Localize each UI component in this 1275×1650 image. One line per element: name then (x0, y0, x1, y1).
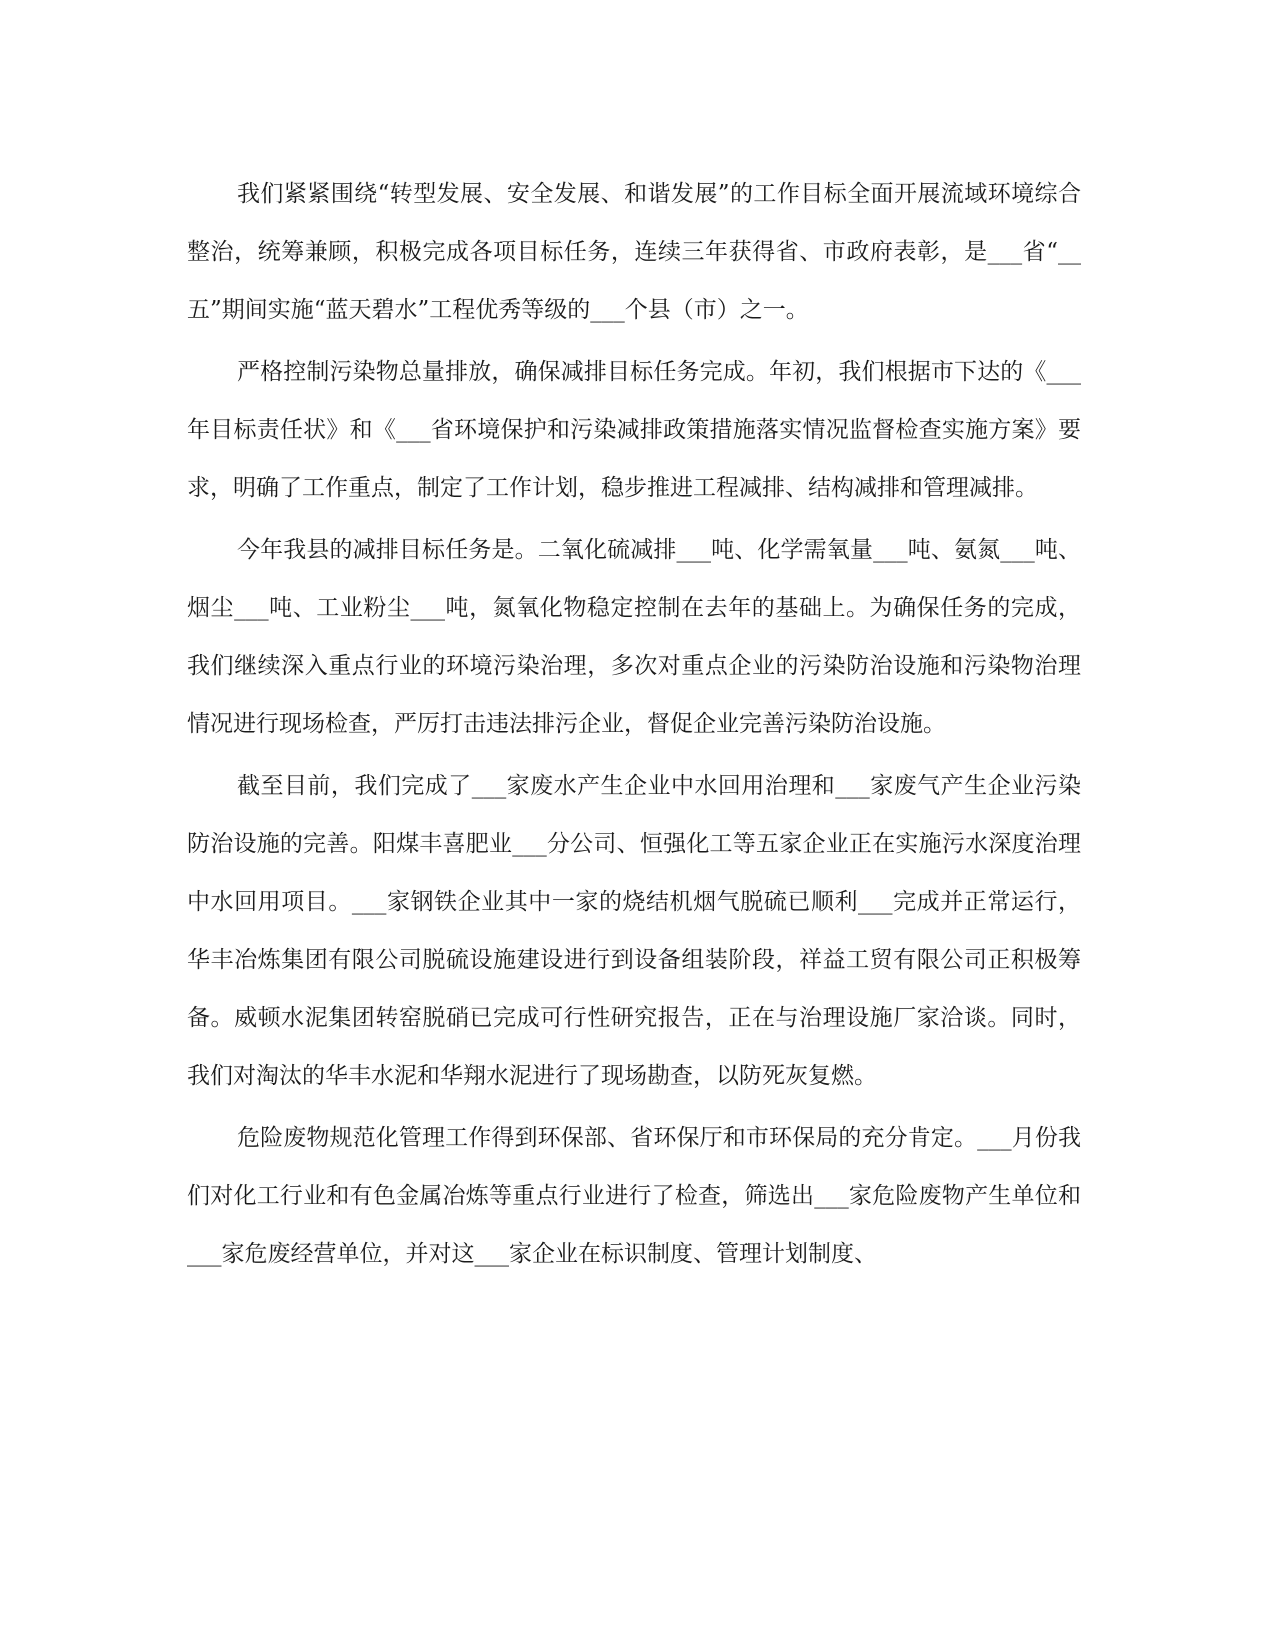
paragraph-1: 我们紧紧围绕“转型发展、安全发展、和谐发展”的工作目标全面开展流域环境综合整治，统筹兼顾，积极完成各项目标任务，连续三年获得省、市政府表彰，是___省“__五”期间实施“蓝天碧水”工程优秀等级的___个县（市）之一。 (187, 181, 1081, 323)
document-body (187, 165, 1081, 1287)
paragraph-2: 严格控制污染物总量排放，确保减排目标任务完成。年初，我们根据市下达的《___年目标责任状》和《___省环境保护和污染减排政策措施落实情况监督检查实施方案》要求，明确了工作重点，制定了工作计划，稳步推进工程减排、结构减排和管理减排。 (187, 359, 1081, 501)
paragraph-5: 危险废物规范化管理工作得到环保部、省环保厅和市环保局的充分肯定。___月份我们对化工行业和有色金属冶炼等重点行业进行了检查，筛选出___家危险废物产生单位和___家危废经营单位，并对这___家企业在标识制度、管理计划制度、 (187, 1125, 1081, 1267)
paragraph-4: 截至目前，我们完成了___家废水产生企业中水回用治理和___家废气产生企业污染防治设施的完善。阳煤丰喜肥业___分公司、恒强化工等五家企业正在实施污水深度治理中水回用项目。___家钢铁企业其中一家的烧结机烟气脱硫已顺利___完成并正常运行，华丰冶炼集团有限公司脱硫设施建设进行到设备组装阶段，祥益工贸有限公司正积极筹备。威顿水泥集团转窑脱硝已完成可行性研究报告，正在与治理设施厂家洽谈。同时，我们对淘汰的华丰水泥和华翔水泥进行了现场勘查，以防死灰复燃。 (187, 773, 1081, 1089)
paragraph-3: 今年我县的减排目标任务是。二氧化硫减排___吨、化学需氧量___吨、氨氮___吨、烟尘___吨、工业粉尘___吨，氮氧化物稳定控制在去年的基础上。为确保任务的完成，我们继续深入重点行业的环境污染治理，多次对重点企业的污染防治设施和污染物治理情况进行现场检查，严厉打击违法排污企业，督促企业完善污染防治设施。 (187, 537, 1081, 737)
